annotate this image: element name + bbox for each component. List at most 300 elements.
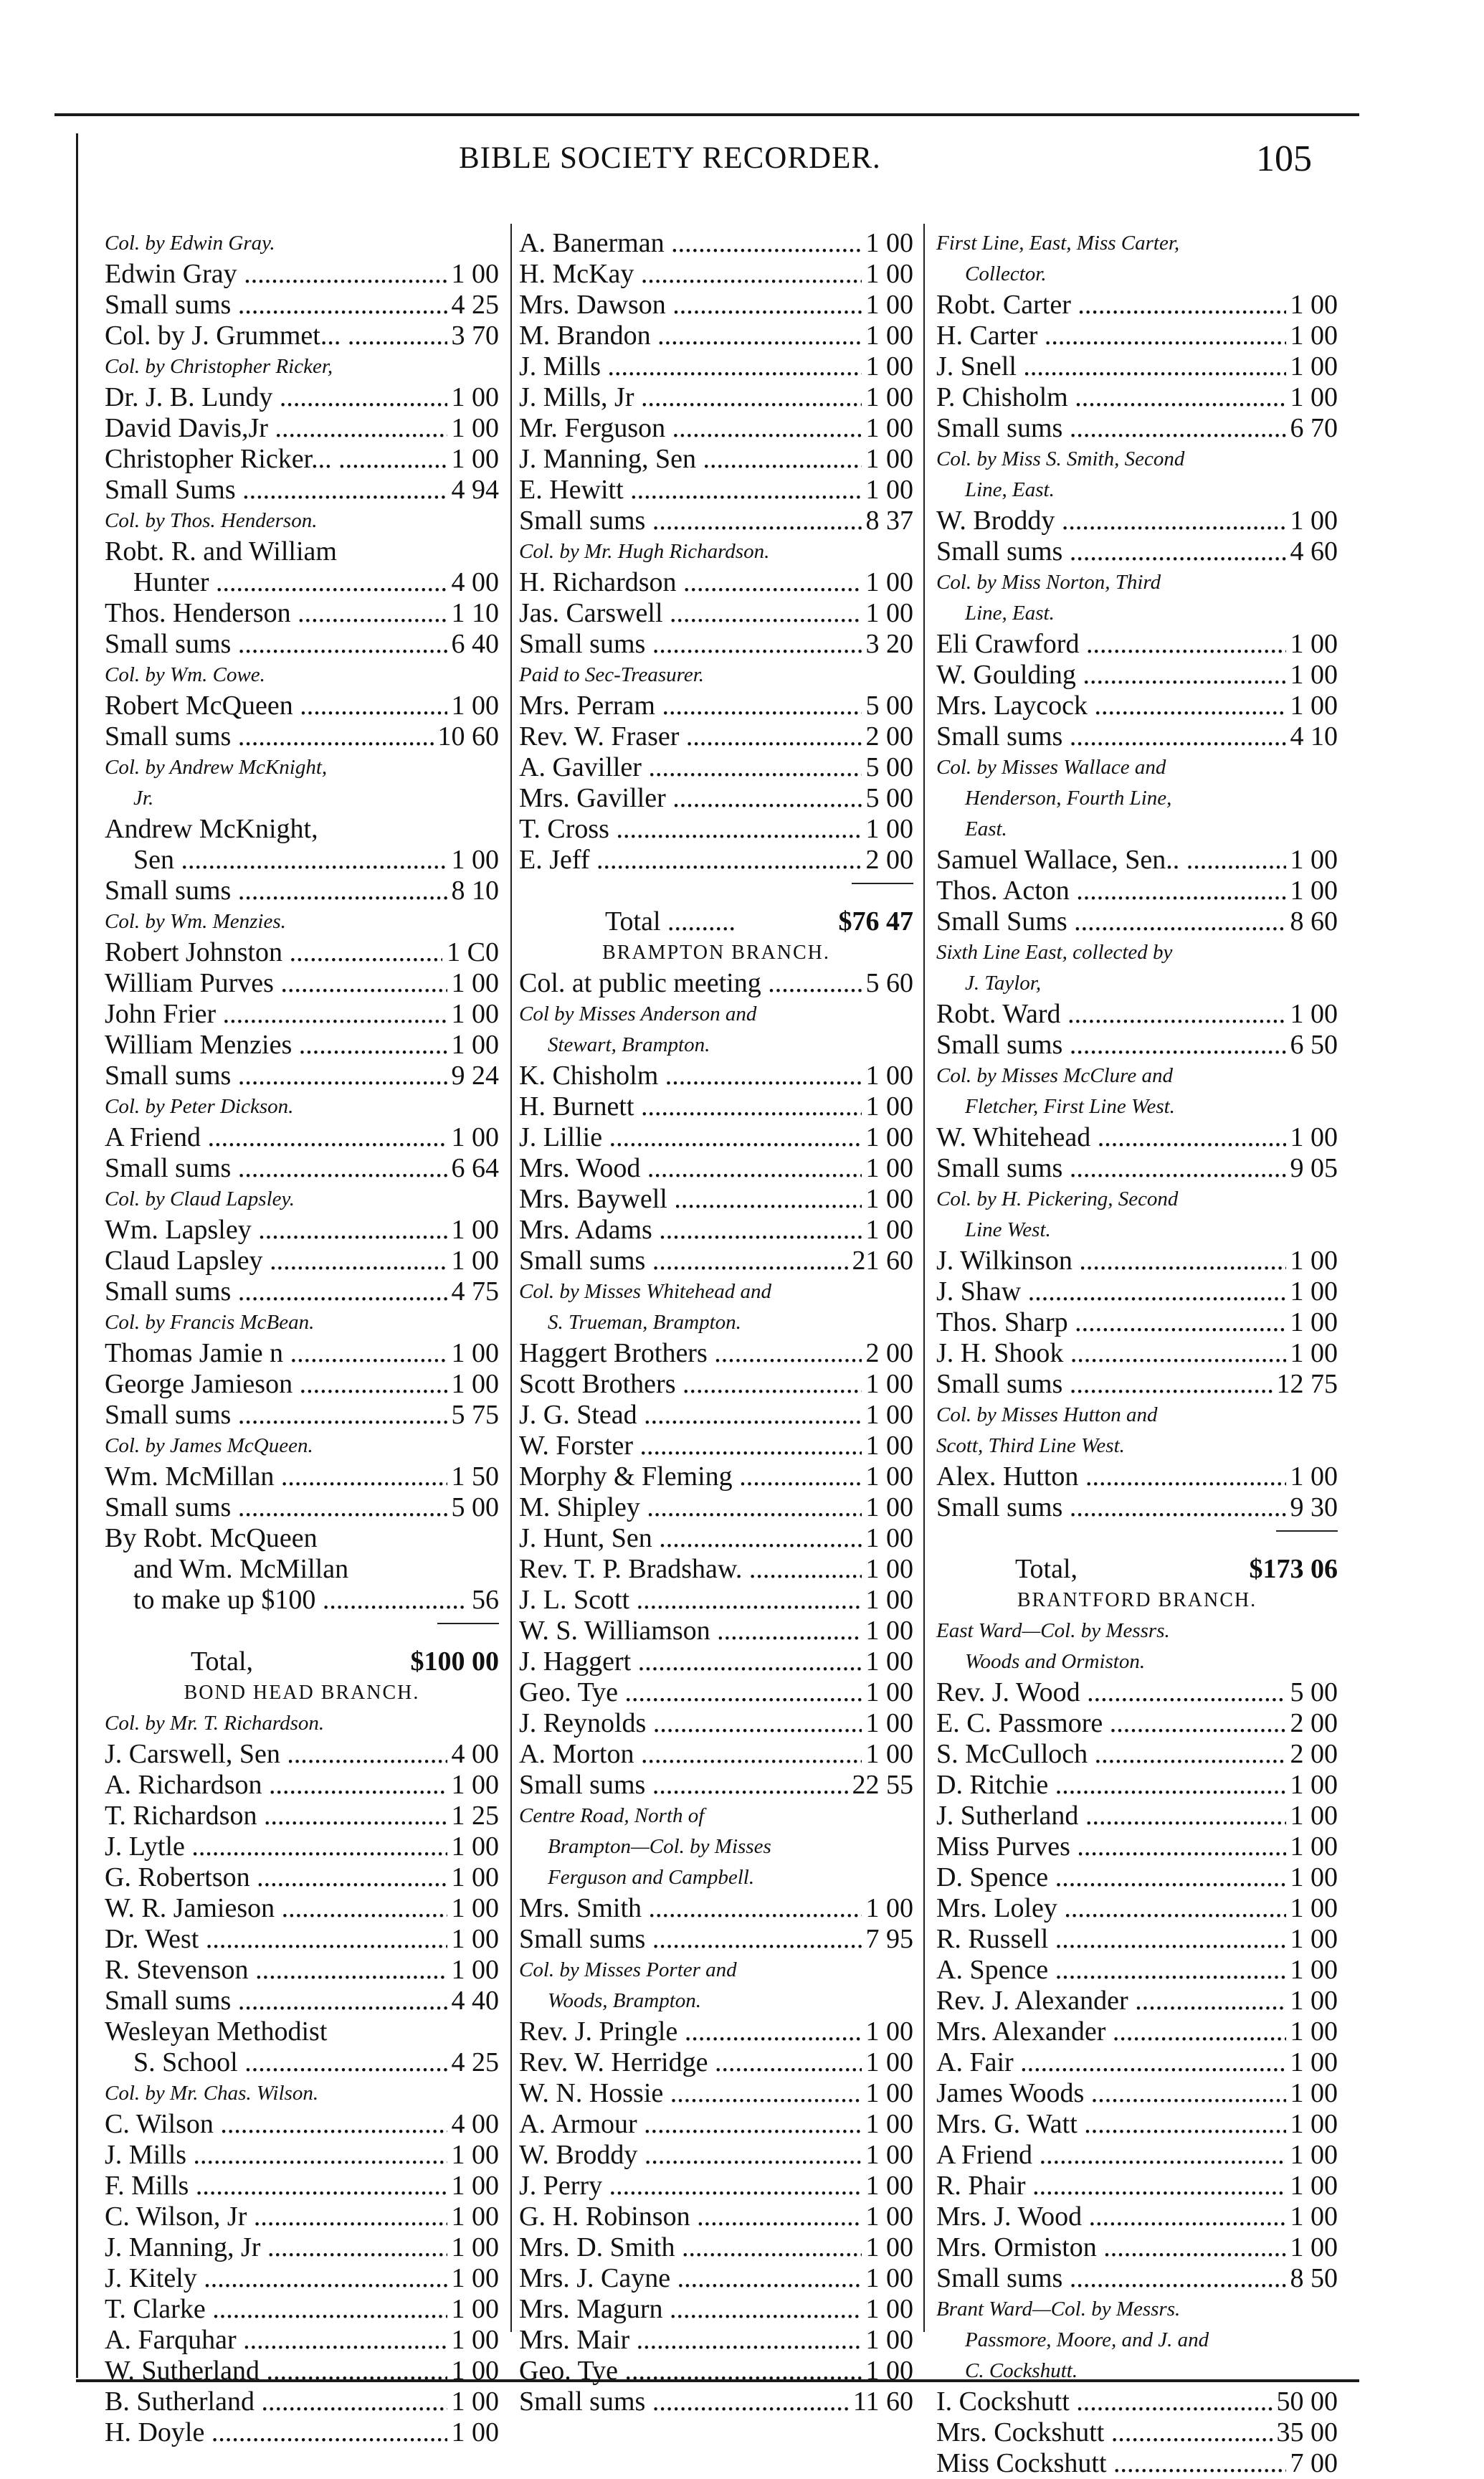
entry-amount: 1 00 bbox=[865, 2140, 913, 2170]
ledger-entry bbox=[936, 506, 1338, 536]
entry-amount: 9 24 bbox=[451, 1061, 499, 1091]
ledger-entry bbox=[519, 2232, 913, 2263]
entry-name: Samuel Wallace, Sen.. ..... bbox=[936, 845, 1286, 876]
entry-name: Wm. Lapsley ..... bbox=[105, 1215, 447, 1246]
ledger-entry bbox=[105, 2356, 499, 2386]
ledger-entry bbox=[519, 2078, 913, 2109]
entry-name: J. Haggert ..... bbox=[519, 1646, 862, 1677]
ledger-entry bbox=[519, 1369, 913, 1400]
entry-amount: 1 00 bbox=[865, 1461, 913, 1492]
ledger-entry bbox=[519, 1893, 913, 1924]
entry-amount: 1 00 bbox=[865, 1369, 913, 1399]
entry-amount: 7 00 bbox=[1290, 2448, 1338, 2478]
collector-heading: J. Taylor, bbox=[965, 972, 1042, 995]
entry-name: J. Shaw ..... bbox=[936, 1276, 1286, 1307]
entry-name: A. Richardson ..... bbox=[105, 1770, 447, 1801]
entry-name: J. Snell ..... bbox=[936, 351, 1286, 382]
entry-amount: 1 00 bbox=[1290, 506, 1338, 536]
entry-name: A. Gaviller ..... bbox=[519, 752, 862, 783]
ledger-entry bbox=[936, 1246, 1338, 1276]
entry-amount: 1 00 bbox=[1290, 2140, 1338, 2170]
entry-name: P. Chisholm ..... bbox=[936, 382, 1286, 413]
entry-amount: 1 00 bbox=[865, 1122, 913, 1152]
ledger-entry bbox=[519, 351, 913, 382]
running-head-title: BIBLE SOCIETY RECORDER. bbox=[459, 141, 881, 175]
ledger-entry bbox=[519, 691, 913, 721]
ledger-entry bbox=[105, 1924, 499, 1955]
entry-amount: 1 25 bbox=[451, 1801, 499, 1831]
entry-amount: 1 00 bbox=[1290, 845, 1338, 875]
entry-amount: 1 00 bbox=[1290, 2232, 1338, 2262]
entry-amount: 5 60 bbox=[865, 968, 913, 998]
entry-name: J. Lillie ..... bbox=[519, 1122, 862, 1153]
entry-amount: 1 00 bbox=[865, 444, 913, 474]
ledger-entry bbox=[519, 382, 913, 413]
collector-heading: Col. by Edwin Gray. bbox=[105, 232, 275, 255]
entry-name: W. R. Jamieson ..... bbox=[105, 1893, 447, 1924]
collector-heading: Scott, Third Line West. bbox=[936, 1434, 1125, 1457]
ledger-entry bbox=[105, 2047, 499, 2078]
ledger-entry bbox=[936, 1924, 1338, 1955]
collector-heading: Woods and Ormiston. bbox=[965, 1650, 1146, 1673]
entry-amount: 1 00 bbox=[865, 259, 913, 289]
entry-name: J. Manning, Sen ..... bbox=[519, 444, 862, 475]
entry-name: J. L. Scott ..... bbox=[519, 1585, 862, 1616]
entry-name: Mrs. J. Cayne ..... bbox=[519, 2263, 862, 2294]
ledger-entry bbox=[936, 2263, 1338, 2294]
ledger-entry bbox=[936, 876, 1338, 906]
ledger-entry bbox=[936, 1986, 1338, 2016]
entry-amount: 1 00 bbox=[451, 1862, 499, 1892]
entry-amount: 1 00 bbox=[451, 1030, 499, 1060]
total-rule bbox=[105, 1616, 499, 1646]
entry-amount: 1 00 bbox=[451, 1955, 499, 1985]
collector-heading: S. Trueman, Brampton. bbox=[548, 1311, 741, 1334]
collector-heading: Col. by Mr. T. Richardson. bbox=[105, 1712, 325, 1735]
entry-amount: 1 00 bbox=[865, 2325, 913, 2355]
collector-heading: Brampton—Col. by Misses bbox=[548, 1835, 771, 1858]
entry-amount: 1 50 bbox=[451, 1461, 499, 1492]
ledger-entry bbox=[105, 1276, 499, 1307]
entry-name: Geo. Tye ..... bbox=[519, 2356, 862, 2386]
total-line bbox=[519, 906, 913, 937]
ledger-entry bbox=[105, 1338, 499, 1369]
ledger-entry bbox=[936, 1030, 1338, 1061]
entry-name: D. Ritchie ..... bbox=[936, 1770, 1286, 1801]
entry-name: J. Mills, Jr ..... bbox=[519, 382, 862, 413]
entry-amount: 1 00 bbox=[1290, 691, 1338, 721]
collector-heading: Col. by Wm. Menzies. bbox=[105, 910, 286, 933]
entry-amount: 1 00 bbox=[451, 2356, 499, 2386]
ledger-entry bbox=[519, 1400, 913, 1431]
entry-text: and Wm. McMillan bbox=[133, 1554, 349, 1584]
entry-amount: 1 00 bbox=[865, 321, 913, 351]
ledger-entry bbox=[105, 2325, 499, 2356]
entry-name: Geo. Tye ..... bbox=[519, 1677, 862, 1708]
entry-amount: 6 64 bbox=[451, 1153, 499, 1183]
entry-amount: 1 00 bbox=[865, 2201, 913, 2232]
ledger-entry bbox=[105, 321, 499, 351]
entry-amount: 1 00 bbox=[1290, 2016, 1338, 2047]
ledger-entry bbox=[105, 1215, 499, 1246]
entry-amount: 6 40 bbox=[451, 629, 499, 659]
entry-amount: 1 00 bbox=[451, 1893, 499, 1923]
entry-name: Small sums ..... bbox=[105, 290, 447, 321]
ledger-entry bbox=[519, 475, 913, 506]
collector-heading: Line, East. bbox=[965, 602, 1055, 625]
entry-amount: 1 C0 bbox=[447, 937, 499, 967]
entry-amount: 4 25 bbox=[451, 290, 499, 320]
ledger-entry bbox=[105, 475, 499, 506]
entry-amount: 1 00 bbox=[1290, 2171, 1338, 2201]
entry-name: Small sums ..... bbox=[936, 1369, 1273, 1400]
entry-name: J. Reynolds ..... bbox=[519, 1708, 862, 1739]
ledger-entry bbox=[105, 2140, 499, 2171]
entry-name: Thos. Sharp ..... bbox=[936, 1307, 1286, 1338]
entry-amount: 1 00 bbox=[1290, 1986, 1338, 2016]
ledger-entry bbox=[105, 721, 499, 752]
entry-amount: 11 60 bbox=[852, 2386, 913, 2417]
entry-name: Small sums ..... bbox=[105, 1400, 447, 1431]
column-divider-2 bbox=[923, 224, 925, 2332]
entry-amount: 5 00 bbox=[1290, 1677, 1338, 1707]
ledger-entry bbox=[936, 2232, 1338, 2263]
ledger-entry bbox=[105, 1893, 499, 1924]
entry-text: Andrew McKnight, bbox=[105, 814, 318, 844]
entry-amount: 3 20 bbox=[865, 629, 913, 659]
entry-name: Small Sums ..... bbox=[105, 475, 447, 506]
entry-name: W. Forster ..... bbox=[519, 1431, 862, 1461]
ledger-entry bbox=[105, 2232, 499, 2263]
ledger-entry bbox=[105, 1492, 499, 1523]
entry-name: E. C. Passmore ..... bbox=[936, 1708, 1286, 1739]
ledger-entry bbox=[105, 413, 499, 444]
entry-name: Small sums ..... bbox=[105, 1061, 447, 1091]
ledger-entry bbox=[519, 1338, 913, 1369]
ledger-entry bbox=[519, 1523, 913, 1554]
ledger-entry bbox=[519, 1585, 913, 1616]
entry-name: Jas. Carswell ..... bbox=[519, 598, 862, 629]
ledger-entry bbox=[105, 1369, 499, 1400]
entry-name: Wm. McMillan ..... bbox=[105, 1461, 447, 1492]
ledger-entry bbox=[519, 567, 913, 598]
collector-heading: Col. by H. Pickering, Second bbox=[936, 1188, 1179, 1210]
collector-heading: Henderson, Fourth Line, bbox=[965, 787, 1172, 810]
entry-name: E. Hewitt ..... bbox=[519, 475, 862, 506]
entry-amount: 10 60 bbox=[437, 721, 499, 752]
ledger-entry bbox=[936, 2109, 1338, 2140]
ledger-entry bbox=[519, 1431, 913, 1461]
entry-amount: 1 00 bbox=[1290, 1955, 1338, 1985]
entry-amount: 1 00 bbox=[451, 1122, 499, 1152]
entry-amount: 1 00 bbox=[1290, 2201, 1338, 2232]
ledger-entry bbox=[519, 629, 913, 660]
entry-name: A. Banerman ..... bbox=[519, 228, 862, 259]
ledger-entry bbox=[936, 999, 1338, 1030]
entry-amount: 1 00 bbox=[865, 1585, 913, 1615]
entry-amount: 9 30 bbox=[1290, 1492, 1338, 1522]
ledger-entry bbox=[936, 1153, 1338, 1184]
entry-amount: 2 00 bbox=[1290, 1739, 1338, 1769]
ledger-entry bbox=[936, 1307, 1338, 1338]
ledger-entry bbox=[105, 567, 499, 598]
entry-name: Rev. J. Alexander ..... bbox=[936, 1986, 1286, 2016]
ledger-entry bbox=[519, 1677, 913, 1708]
entry-name: R. Russell ..... bbox=[936, 1924, 1286, 1955]
ledger-entry bbox=[519, 2325, 913, 2356]
entry-amount: 1 00 bbox=[1290, 999, 1338, 1029]
entry-name: Edwin Gray ..... bbox=[105, 259, 447, 290]
collector-heading: Col. by James McQueen. bbox=[105, 1434, 313, 1457]
entry-amount: 4 25 bbox=[451, 2047, 499, 2077]
entry-amount: 8 10 bbox=[451, 876, 499, 906]
entry-amount: 1 00 bbox=[451, 691, 499, 721]
entry-amount: 4 00 bbox=[451, 1739, 499, 1769]
entry-name: Small sums ..... bbox=[519, 2386, 849, 2417]
entry-amount: 2 00 bbox=[1290, 1708, 1338, 1738]
entry-amount: 12 75 bbox=[1276, 1369, 1338, 1399]
ledger-entry bbox=[105, 845, 499, 876]
entry-amount: 50 00 bbox=[1276, 2386, 1338, 2417]
entry-amount: 1 00 bbox=[1290, 1862, 1338, 1892]
entry-amount: 1 00 bbox=[451, 382, 499, 412]
entry-name: R. Stevenson ..... bbox=[105, 1955, 447, 1986]
ledger-entry bbox=[105, 876, 499, 906]
ledger-entry bbox=[105, 1461, 499, 1492]
ledger-entry bbox=[519, 1708, 913, 1739]
ledger-entry bbox=[936, 1739, 1338, 1770]
entry-amount: 1 00 bbox=[1290, 1924, 1338, 1954]
entry-name: Small sums ..... bbox=[105, 1153, 447, 1184]
entry-amount: 4 00 bbox=[451, 2109, 499, 2139]
entry-name: J. Hunt, Sen ..... bbox=[519, 1523, 862, 1554]
ledger-entry bbox=[519, 1091, 913, 1122]
entry-amount: 1 00 bbox=[1290, 629, 1338, 659]
entry-amount: 9 05 bbox=[1290, 1153, 1338, 1183]
entry-name: Mrs. Ormiston ..... bbox=[936, 2232, 1286, 2263]
ledger-entry bbox=[936, 1492, 1338, 1523]
entry-amount: 1 00 bbox=[1290, 290, 1338, 320]
collector-heading: Col. by Wm. Cowe. bbox=[105, 663, 265, 686]
ledger-entry bbox=[519, 1061, 913, 1091]
entry-name: A. Fair ..... bbox=[936, 2047, 1286, 2078]
ledger-entry bbox=[519, 1122, 913, 1153]
ledger-entry bbox=[936, 321, 1338, 351]
entry-name: F. Mills ..... bbox=[105, 2171, 447, 2201]
collector-heading: Col. by Misses Hutton and bbox=[936, 1403, 1158, 1426]
entry-amount: 1 00 bbox=[865, 1091, 913, 1122]
collector-heading: Sixth Line East, collected by bbox=[936, 941, 1173, 964]
entry-name: J. Carswell, Sen ..... bbox=[105, 1739, 447, 1770]
ledger-entry bbox=[105, 629, 499, 660]
collector-heading: Col. by Peter Dickson. bbox=[105, 1095, 294, 1118]
ledger-entry bbox=[519, 1215, 913, 1246]
ledger-entry bbox=[936, 1893, 1338, 1924]
entry-amount: 1 00 bbox=[865, 2232, 913, 2262]
entry-amount: 1 00 bbox=[865, 2356, 913, 2386]
entry-amount: 22 55 bbox=[852, 1770, 913, 1800]
entry-amount: 1 00 bbox=[865, 351, 913, 381]
entry-name: M. Shipley ..... bbox=[519, 1492, 862, 1523]
ledger-entry bbox=[519, 598, 913, 629]
entry-amount: 3 70 bbox=[451, 321, 499, 351]
entry-amount: 1 00 bbox=[451, 1246, 499, 1276]
entry-name: J. Lytle ..... bbox=[105, 1831, 447, 1862]
entry-amount: 8 50 bbox=[1290, 2263, 1338, 2293]
entry-amount: 5 00 bbox=[865, 783, 913, 813]
total-amount: $173 06 bbox=[1249, 1554, 1338, 1584]
entry-name: M. Brandon ..... bbox=[519, 321, 862, 351]
entry-amount: 1 00 bbox=[865, 1739, 913, 1769]
entry-name: Col. by J. Grummet... ..... bbox=[105, 321, 447, 351]
ledger-entry bbox=[936, 660, 1338, 691]
entry-name: A. Farquhar ..... bbox=[105, 2325, 447, 2356]
ledger-entry bbox=[519, 413, 913, 444]
entry-amount: 1 00 bbox=[451, 413, 499, 443]
entry-amount: 1 00 bbox=[1290, 1770, 1338, 1800]
ledger-entry bbox=[105, 444, 499, 475]
ledger-entry bbox=[936, 351, 1338, 382]
entry-name: Rev. T. P. Bradshaw. ..... bbox=[519, 1554, 862, 1585]
entry-name: J. Mills ..... bbox=[519, 351, 862, 382]
collector-heading: Col. by Thos. Henderson. bbox=[105, 509, 318, 532]
entry-name: R. Phair ..... bbox=[936, 2171, 1286, 2201]
entry-amount: 4 00 bbox=[451, 567, 499, 597]
entry-amount: 1 00 bbox=[865, 1616, 913, 1646]
ledger-entry bbox=[936, 2417, 1338, 2448]
entry-amount: 1 00 bbox=[865, 1400, 913, 1430]
entry-amount: 1 00 bbox=[1290, 2109, 1338, 2139]
ledger-entry bbox=[105, 259, 499, 290]
ledger-entry bbox=[519, 1646, 913, 1677]
ledger-entry bbox=[105, 1400, 499, 1431]
total-rule bbox=[519, 876, 913, 906]
entry-amount: 1 00 bbox=[865, 2047, 913, 2077]
ledger-entry bbox=[519, 1616, 913, 1646]
entry-name: Claud Lapsley ..... bbox=[105, 1246, 447, 1276]
collector-heading: Col. by Misses McClure and bbox=[936, 1064, 1173, 1087]
entry-amount: 21 60 bbox=[852, 1246, 913, 1276]
entry-name: W. Goulding ..... bbox=[936, 660, 1286, 691]
ledger-entry bbox=[936, 290, 1338, 321]
collector-heading: Centre Road, North of bbox=[519, 1804, 705, 1827]
ledger-entry bbox=[519, 783, 913, 814]
collector-heading: Col. by Andrew McKnight, bbox=[105, 756, 328, 779]
entry-name: Small sums ..... bbox=[519, 1770, 848, 1801]
entry-amount: 1 00 bbox=[1290, 1893, 1338, 1923]
collector-heading: Col. by Miss S. Smith, Second bbox=[936, 447, 1185, 470]
collector-heading: East. bbox=[965, 817, 1007, 840]
entry-name: John Frier ..... bbox=[105, 999, 447, 1030]
entry-name: Robt. Carter ..... bbox=[936, 290, 1286, 321]
ledger-entry bbox=[519, 814, 913, 845]
entry-name: S. School ..... bbox=[133, 2047, 447, 2078]
collector-heading: Col. by Christopher Ricker, bbox=[105, 355, 333, 378]
entry-name: Small sums ..... bbox=[936, 2263, 1286, 2294]
entry-amount: 1 00 bbox=[1290, 1801, 1338, 1831]
entry-amount: 1 00 bbox=[1290, 2047, 1338, 2077]
entry-amount: 2 00 bbox=[865, 1338, 913, 1368]
entry-name: Morphy & Fleming ..... bbox=[519, 1461, 862, 1492]
entry-name: W. Broddy ..... bbox=[936, 506, 1286, 536]
entry-amount: 1 00 bbox=[865, 413, 913, 443]
collector-heading: Woods, Brampton. bbox=[548, 1989, 702, 2012]
ledger-entry bbox=[105, 2263, 499, 2294]
entry-name: D. Spence ..... bbox=[936, 1862, 1286, 1893]
entry-name: Mrs. Baywell ..... bbox=[519, 1184, 862, 1215]
ledger-entry bbox=[936, 1677, 1338, 1708]
total-label: Total .......... bbox=[605, 906, 736, 937]
entry-amount: 5 00 bbox=[865, 691, 913, 721]
ledger-entry bbox=[105, 1122, 499, 1153]
entry-amount: 1 00 bbox=[865, 382, 913, 412]
entry-name: Small sums ..... bbox=[936, 1153, 1286, 1184]
branch-heading: BRANTFORD BRANCH. bbox=[1017, 1589, 1257, 1611]
entry-amount: 1 00 bbox=[865, 1215, 913, 1245]
entry-name: J. Perry ..... bbox=[519, 2171, 862, 2201]
entry-amount: 5 00 bbox=[865, 752, 913, 782]
ledger-entry bbox=[105, 382, 499, 413]
ledger-entry bbox=[105, 1153, 499, 1184]
entry-amount: 1 00 bbox=[865, 2016, 913, 2047]
collector-heading: Collector. bbox=[965, 262, 1047, 285]
entry-name: Small sums ..... bbox=[105, 1492, 447, 1523]
entry-text: Robt. R. and William bbox=[105, 536, 337, 567]
ledger-entry bbox=[936, 845, 1338, 876]
entry-name: K. Chisholm ..... bbox=[519, 1061, 862, 1091]
entry-name: Mrs. Dawson ..... bbox=[519, 290, 862, 321]
entry-name: A. Spence ..... bbox=[936, 1955, 1286, 1986]
entry-amount: 1 00 bbox=[1290, 2078, 1338, 2108]
entry-amount: 5 75 bbox=[451, 1400, 499, 1430]
entry-name: T. Richardson ..... bbox=[105, 1801, 447, 1831]
entry-name: J. Kitely ..... bbox=[105, 2263, 447, 2294]
ledger-entry bbox=[936, 2171, 1338, 2201]
ledger-entry bbox=[936, 2140, 1338, 2171]
entry-name: Thos. Henderson ..... bbox=[105, 598, 447, 629]
column-right bbox=[936, 228, 1338, 2479]
ledger-entry bbox=[936, 721, 1338, 752]
entry-name: A. Armour ..... bbox=[519, 2109, 862, 2140]
entry-name: to make up $100 ..... bbox=[133, 1585, 467, 1616]
entry-name: C. Wilson, Jr ..... bbox=[105, 2201, 447, 2232]
entry-amount: 6 50 bbox=[1290, 1030, 1338, 1060]
ledger-entry bbox=[519, 506, 913, 536]
ledger-entry bbox=[105, 1862, 499, 1893]
entry-amount: 1 00 bbox=[865, 1523, 913, 1553]
ledger-entry bbox=[105, 290, 499, 321]
entry-name: Col. at public meeting ..... bbox=[519, 968, 862, 999]
entry-amount: 6 70 bbox=[1290, 413, 1338, 443]
collector-heading: Fletcher, First Line West. bbox=[965, 1095, 1175, 1118]
entry-amount: 1 00 bbox=[1290, 660, 1338, 690]
entry-name: Mrs. Adams ..... bbox=[519, 1215, 862, 1246]
entry-amount: 1 00 bbox=[865, 2294, 913, 2324]
entry-name: Rev. J. Pringle ..... bbox=[519, 2016, 862, 2047]
ledger-entry bbox=[519, 1461, 913, 1492]
ledger-entry bbox=[519, 259, 913, 290]
ledger-entry bbox=[936, 1338, 1338, 1369]
ledger-entry bbox=[936, 382, 1338, 413]
entry-amount: 1 00 bbox=[451, 2232, 499, 2262]
entry-name: E. Jeff ..... bbox=[519, 845, 862, 876]
ledger-entry bbox=[105, 1770, 499, 1801]
entry-amount: 2 00 bbox=[865, 845, 913, 875]
entry-amount: 1 00 bbox=[451, 444, 499, 474]
ledger-entry bbox=[936, 2016, 1338, 2047]
total-label: Total, bbox=[191, 1646, 254, 1677]
collector-heading: Col. by Mr. Hugh Richardson. bbox=[519, 540, 770, 563]
